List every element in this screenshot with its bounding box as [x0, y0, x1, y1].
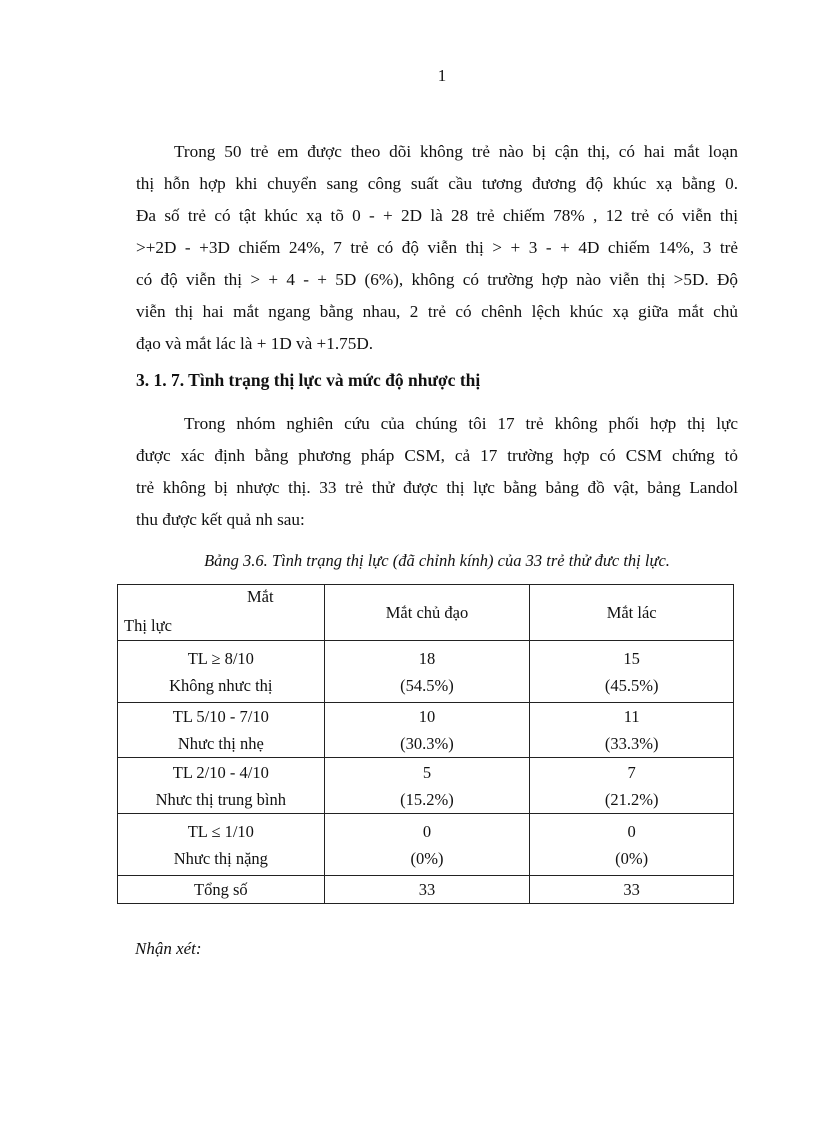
paragraph-line: được xác định bằng phương pháp CSM, cả 17 trường hợp có CSM chứng tỏ — [136, 446, 738, 465]
table-total-row — [118, 876, 734, 904]
table-header-row — [118, 585, 734, 641]
total-strabismic: 33 — [530, 876, 734, 904]
cell-strabismic: 0 (0%) — [530, 814, 734, 876]
paragraph-line: thu được kết quả nh sau: — [136, 510, 305, 529]
cell-dominant: 5 (15.2%) — [324, 758, 530, 814]
table-corner-cell — [118, 585, 325, 641]
section-heading: 3. 1. 7. Tình trạng thị lực và mức độ nhược thị — [136, 370, 481, 390]
paragraph-refraction — [136, 136, 738, 360]
column-header-strabismic-eye: Mắt lác — [530, 585, 734, 641]
cell-dominant: 0 (0%) — [324, 814, 530, 876]
row-label: TL 5/10 - 7/10 Nhưc thị nhẹ — [118, 703, 325, 758]
cell-dominant: 18 (54.5%) — [324, 641, 530, 703]
table-row — [118, 641, 734, 703]
paragraph-line: Đa số trẻ có tật khúc xạ tõ 0 - + 2D là 28 trẻ chiếm 78% , 12 trẻ có viễn thị — [136, 206, 738, 225]
corner-label-acuity: Thị lực — [124, 616, 172, 635]
corner-label-eye: Mắt — [247, 587, 274, 606]
table-row — [118, 758, 734, 814]
cell-strabismic: 15 (45.5%) — [530, 641, 734, 703]
paragraph-line: Trong nhóm nghiên cứu của chúng tôi 17 trẻ không phối hợp thị lực — [184, 414, 738, 433]
total-dominant: 33 — [324, 876, 530, 904]
cell-strabismic: 7 (21.2%) — [530, 758, 734, 814]
page-number: 1 — [437, 66, 447, 85]
table-caption: Bảng 3.6. Tình trạng thị lực (đã chỉnh kính) của 33 trẻ thử đưc thị lực. — [204, 551, 670, 570]
cell-strabismic: 11 (33.3%) — [530, 703, 734, 758]
paragraph-line: viễn thị hai mắt ngang bằng nhau, 2 trẻ có chênh lệch khúc xạ giữa mắt chủ — [136, 302, 738, 321]
paragraph-line: >+2D - +3D chiếm 24%, 7 trẻ có độ viễn thị > + 3 - + 4D chiếm 14%, 3 trẻ — [136, 238, 738, 257]
remark-label: Nhận xét: — [135, 939, 202, 958]
row-label: TL 2/10 - 4/10 Nhưc thị trung bình — [118, 758, 325, 814]
cell-dominant: 10 (30.3%) — [324, 703, 530, 758]
paragraph-line: thị hỗn hợp khi chuyển sang công suất cầu tương đương độ khúc xạ bằng 0. — [136, 174, 738, 193]
paragraph-line: đạo và mắt lác là + 1D và +1.75D. — [136, 334, 374, 353]
paragraph-line: có độ viễn thị > + 4 - + 5D (6%), không có trường hợp nào viễn thị >5D. Độ — [136, 270, 738, 289]
row-label: TL ≤ 1/10 Nhưc thị nặng — [118, 814, 325, 876]
total-label: Tổng số — [118, 876, 325, 904]
column-header-dominant-eye: Mắt chủ đạo — [324, 585, 530, 641]
table-row — [118, 703, 734, 758]
table-row — [118, 814, 734, 876]
paragraph-line: trẻ không bị nhược thị. 33 trẻ thử được thị lực bằng bảng đồ vật, bảng Landol — [136, 478, 738, 497]
paragraph-visual-acuity — [136, 408, 738, 536]
row-label: TL ≥ 8/10 Không nhưc thị — [118, 641, 325, 703]
visual-acuity-table — [117, 584, 734, 904]
paragraph-line: Trong 50 trẻ em được theo dõi không trẻ nào bị cận thị, có hai mắt loạn — [174, 142, 738, 161]
